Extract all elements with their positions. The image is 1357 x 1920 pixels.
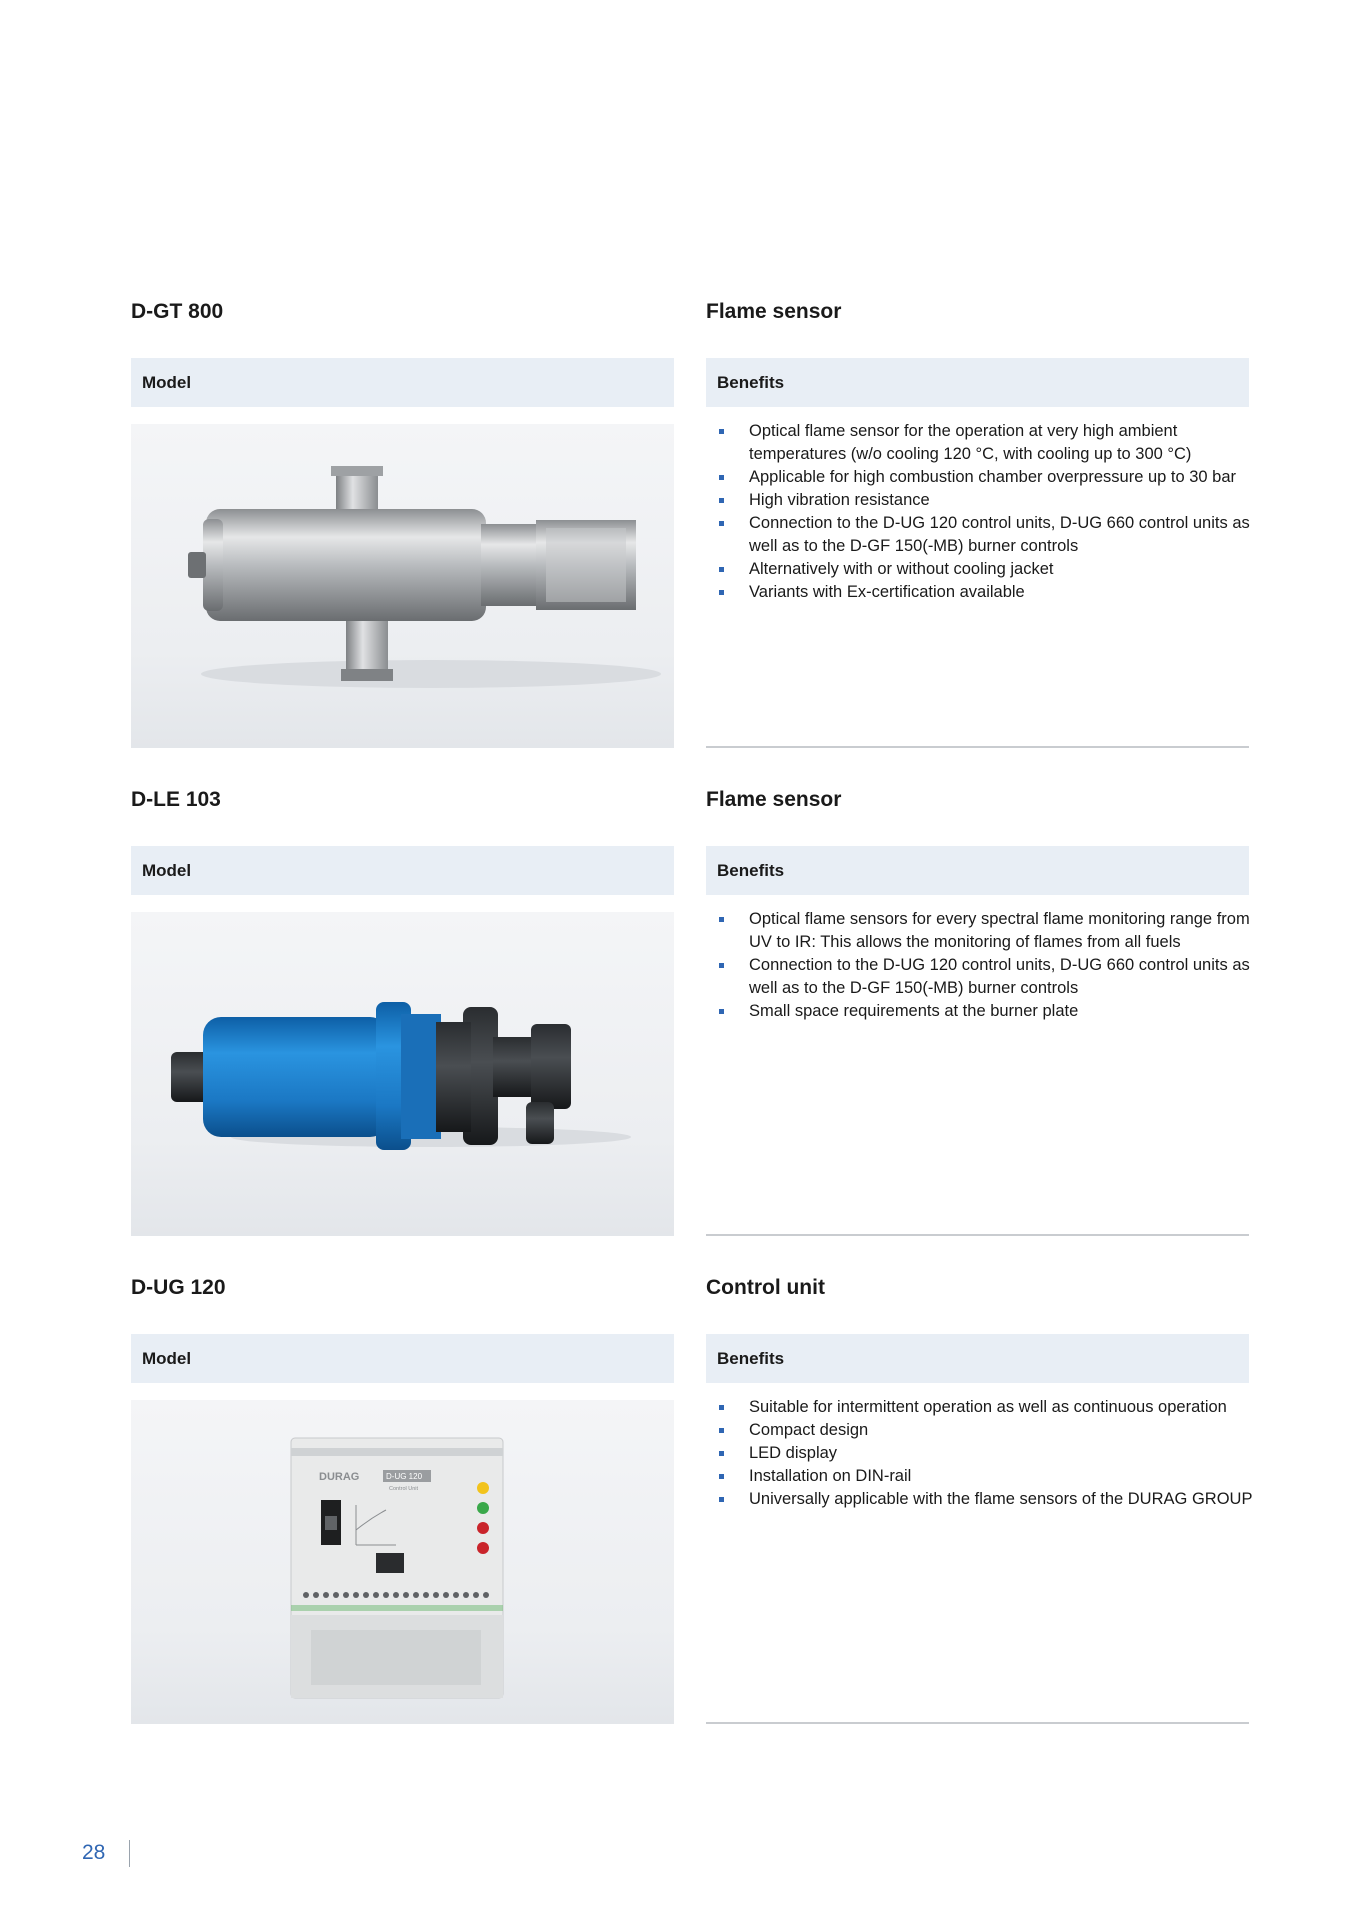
stainless-sensor-illustration	[131, 424, 674, 748]
flame-sensor-d-gt-800-photo	[131, 424, 674, 748]
model-bar: Model	[131, 846, 674, 895]
device-model-label: D-UG 120	[386, 1472, 423, 1481]
model-bar: Model	[131, 1334, 674, 1383]
page-number: 28	[82, 1841, 106, 1864]
benefit-item: LED display	[706, 1442, 1254, 1465]
benefit-item: Universally applicable with the flame sensors of the DURAG GROUP	[706, 1488, 1254, 1511]
benefit-item: Alternatively with or without cooling jacket	[706, 558, 1254, 581]
benefits-bar: Benefits	[706, 1334, 1249, 1383]
benefit-item: Installation on DIN-rail	[706, 1465, 1254, 1488]
benefit-item: Variants with Ex-certification available	[706, 581, 1254, 604]
product-d-ug-120	[0, 1276, 1357, 1746]
section-divider	[706, 1722, 1249, 1724]
benefits-list	[706, 420, 1254, 604]
product-type-title: Control unit	[706, 1276, 825, 1299]
benefits-list	[706, 908, 1254, 1023]
benefits-bar: Benefits	[706, 358, 1249, 407]
product-d-gt-800	[0, 300, 1357, 770]
model-title: D-LE 103	[131, 788, 221, 811]
benefit-item: Compact design	[706, 1419, 1254, 1442]
benefits-list	[706, 1396, 1254, 1511]
benefit-item: High vibration resistance	[706, 489, 1254, 512]
benefit-item: Suitable for intermittent operation as well as continuous operation	[706, 1396, 1254, 1419]
control-unit-illustration	[131, 1400, 674, 1724]
device-brand-label: DURAG	[319, 1471, 360, 1483]
product-type-title: Flame sensor	[706, 300, 842, 323]
model-title: D-GT 800	[131, 300, 224, 323]
section-divider	[706, 746, 1249, 748]
benefit-item: Connection to the D-UG 120 control units, D-UG 660 control units as well as to the D-GF 150(-MB) burner controls	[706, 512, 1254, 558]
product-type-title: Flame sensor	[706, 788, 842, 811]
benefit-item: Optical flame sensors for every spectral flame monitoring range from UV to IR: This allows the monitoring of flames from all fuels	[706, 908, 1254, 954]
model-title: D-UG 120	[131, 1276, 226, 1299]
benefits-bar: Benefits	[706, 846, 1249, 895]
section-divider	[706, 1234, 1249, 1236]
benefit-item: Optical flame sensor for the operation at very high ambient temperatures (w/o cooling 120 °C, with cooling up to 300 °C)	[706, 420, 1254, 466]
benefit-item: Connection to the D-UG 120 control units, D-UG 660 control units as well as to the D-GF 150(-MB) burner controls	[706, 954, 1254, 1000]
device-subtitle-label: Control Unit	[389, 1486, 419, 1492]
benefit-item: Small space requirements at the burner plate	[706, 1000, 1254, 1023]
control-unit-d-ug-120-photo	[131, 1400, 674, 1724]
blue-sensor-illustration	[131, 912, 674, 1236]
benefit-item: Applicable for high combustion chamber overpressure up to 30 bar	[706, 466, 1254, 489]
footer-divider	[129, 1840, 130, 1867]
flame-sensor-d-le-103-photo	[131, 912, 674, 1236]
product-d-le-103	[0, 788, 1357, 1258]
model-bar: Model	[131, 358, 674, 407]
